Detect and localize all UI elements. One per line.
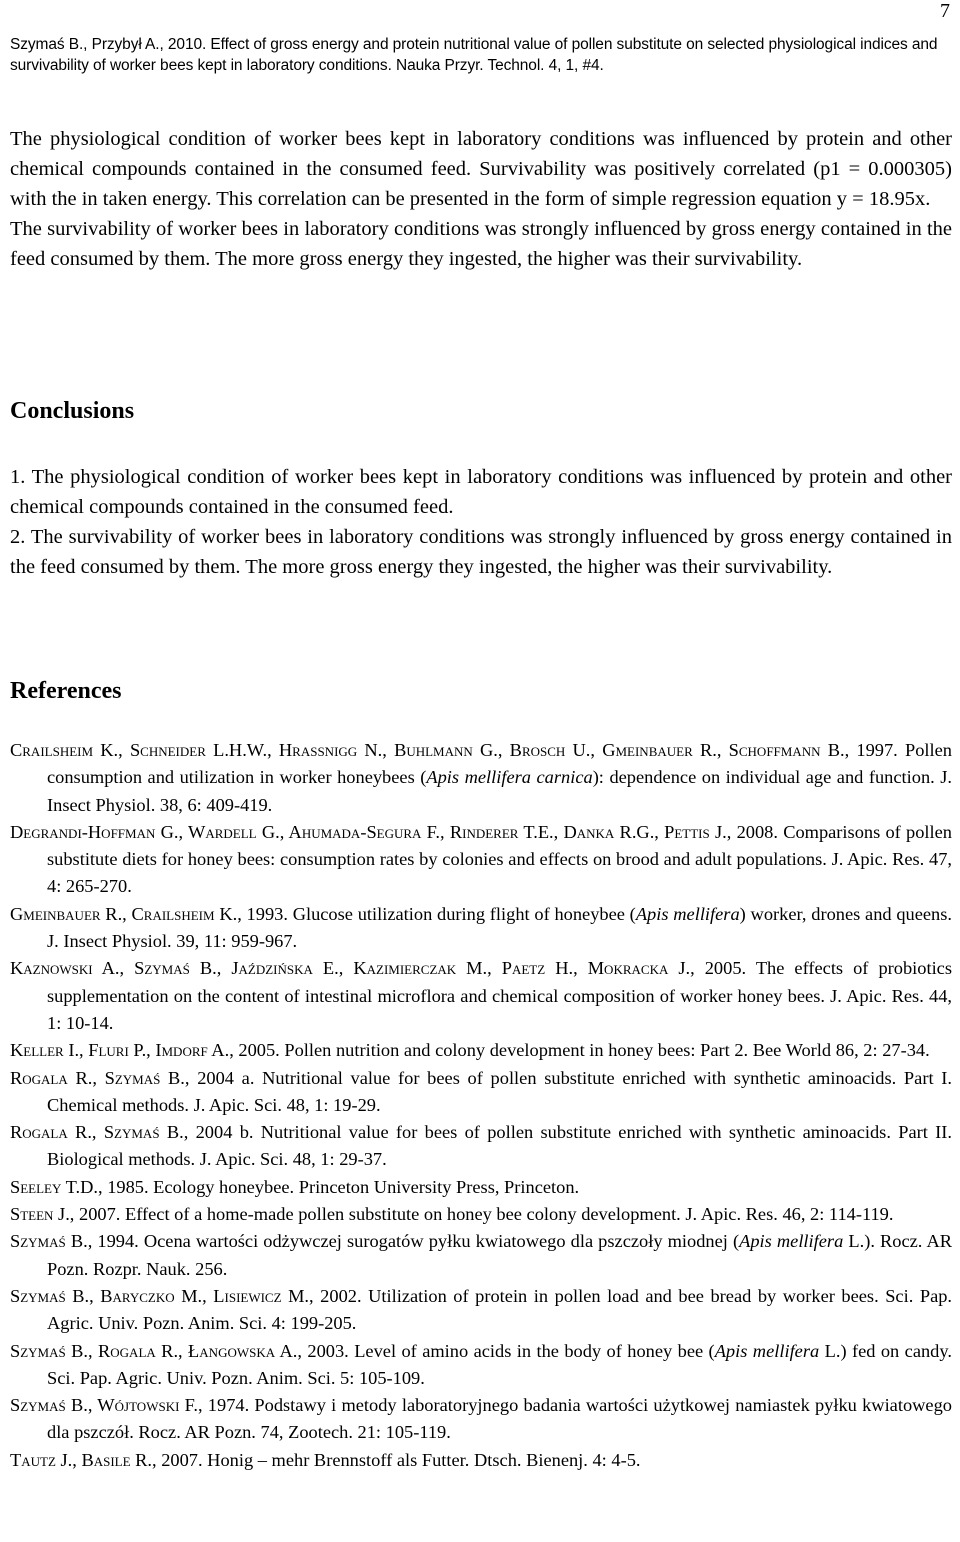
reference-authors: Szymaś B., Rogala R., Łangowska A. bbox=[10, 1340, 298, 1361]
conclusion-item: 2. The survivability of worker bees in laboratory conditions was strongly influenced by gross energy contained in the feed consumed by them. The more gross energy they ingested, the higher was their survivability. bbox=[10, 526, 952, 578]
reference-text-after: ): dependence on individual age and function. J. Insect Physiol. 38, 6: 409-419. bbox=[47, 767, 953, 815]
conclusion-item: 1. The physiological condition of worker bees kept in laboratory conditions was influenced by protein and other chemical compounds contained in the consumed feed. bbox=[10, 466, 952, 518]
reference-authors: Rogala R., Szymaś B. bbox=[10, 1067, 185, 1088]
reference-item bbox=[10, 819, 952, 901]
reference-italic-name: Apis mellifera bbox=[714, 1340, 820, 1361]
reference-authors: Tautz J., Basile R. bbox=[10, 1449, 152, 1470]
header-citation: Szymaś B., Przybył A., 2010. Effect of gross energy and protein nutritional value of pollen substitute on selected physiological indices and survivability of worker bees kept in laboratory conditions. Nauka Przyr. Technol. 4, 1, #4. bbox=[10, 36, 938, 74]
conclusions-section bbox=[10, 462, 952, 582]
reference-item bbox=[10, 1338, 952, 1393]
reference-year: , 1993. bbox=[237, 903, 293, 924]
reference-text: Nutritional value for bees of pollen substitute enriched with synthetic aminoacids. Part I. Chemical methods. J. Apic. Sci. 48, 1: 19-29. bbox=[47, 1067, 952, 1115]
reference-text: Level of amino acids in the body of honey bee ( bbox=[354, 1340, 715, 1361]
reference-item bbox=[10, 1447, 952, 1474]
intro-section bbox=[10, 124, 952, 274]
reference-authors: Degrandi-Hoffman G., Wardell G., Ahumada-Segura F., Rinderer T.E., Danka R.G., Pettis J. bbox=[10, 821, 727, 842]
reference-text: The effects of probiotics supplementation on the content of intestinal microflora and chemical composition of worker honey bees. J. Apic. Res. 44, 1: 10-14. bbox=[47, 958, 953, 1033]
reference-item bbox=[10, 1201, 952, 1228]
reference-item bbox=[10, 1037, 952, 1064]
reference-year: , 1974. bbox=[197, 1395, 255, 1416]
reference-item bbox=[10, 1228, 952, 1283]
reference-year: , 2004 b. bbox=[183, 1122, 261, 1143]
reference-italic-name: Apis mellifera bbox=[739, 1231, 844, 1252]
references-heading: References bbox=[10, 678, 122, 704]
reference-authors: Keller I., Fluri P., Imdorf A. bbox=[10, 1040, 230, 1061]
reference-year: , 2002. bbox=[309, 1285, 369, 1306]
reference-authors: Gmeinbauer R., Crailsheim K. bbox=[10, 903, 238, 924]
reference-authors: Kaznowski A., Szymaś B., Jaździńska E., Kazimierczak M., Paetz H., Mokracka J. bbox=[10, 958, 691, 979]
reference-item bbox=[10, 955, 952, 1037]
reference-authors: Szymaś B., Wójtowski F. bbox=[10, 1395, 198, 1416]
reference-text: Nutritional value for bees of pollen substitute enriched with synthetic aminoacids. Part II. Biological methods. J. Apic. Sci. 48, 1: 29-37. bbox=[47, 1122, 952, 1170]
reference-year: , 2007. bbox=[69, 1204, 125, 1225]
reference-text: Honig – mehr Brennstoff als Futter. Dtsch. Bienenj. 4: 4-5. bbox=[207, 1449, 641, 1470]
reference-authors: Seeley T.D. bbox=[10, 1176, 98, 1197]
reference-text: Utilization of protein in pollen load and bee bread by worker bees. Sci. Pap. Agric. Univ. Pozn. Anim. Sci. 4: 199-205. bbox=[47, 1285, 953, 1334]
reference-text: Comparisons of pollen substitute diets for honey bees: consumption rates by colonies and effects on brood and adult populations. J. Apic. Res. 47, 4: 265-270. bbox=[47, 821, 953, 897]
reference-year: , 2008. bbox=[726, 821, 784, 842]
reference-item bbox=[10, 1174, 952, 1201]
running-header bbox=[10, 34, 952, 76]
reference-year: , 2004 a. bbox=[184, 1067, 263, 1088]
reference-text: Podstawy i metody laboratoryjnego badania wartości użytkowej namiastek pyłku kwiatowego dla pszczół. Rocz. AR Pozn. 74, Zootech. 21: 105-119. bbox=[47, 1395, 952, 1443]
reference-item bbox=[10, 901, 952, 956]
reference-authors: Rogala R., Szymaś B. bbox=[10, 1122, 184, 1143]
reference-text: Pollen consumption and utilization in worker honeybees ( bbox=[47, 740, 952, 788]
reference-text: Glucose utilization during flight of honeybee ( bbox=[292, 903, 636, 924]
reference-italic-name: Apis mellifera carnica bbox=[426, 767, 593, 788]
reference-authors: Steen J. bbox=[10, 1204, 70, 1225]
reference-year: , 1985. bbox=[98, 1176, 154, 1197]
reference-authors: Szymaś B. bbox=[10, 1231, 88, 1252]
reference-text-after: L.) fed on candy. Sci. Pap. Agric. Univ. Pozn. Anim. Sci. 5: 105-109. bbox=[47, 1340, 952, 1388]
reference-year: , 2003. bbox=[297, 1340, 355, 1361]
references-list bbox=[10, 737, 952, 1474]
reference-item bbox=[10, 1065, 952, 1120]
reference-authors: Szymaś B., Baryczko M., Lisiewicz M. bbox=[10, 1285, 310, 1306]
reference-text-after: L.). Rocz. AR Pozn. Rozpr. Nauk. 256. bbox=[47, 1231, 953, 1279]
reference-year: , 2005. bbox=[229, 1040, 285, 1061]
reference-year: , 1997. bbox=[844, 740, 905, 760]
reference-text-after: ) worker, drones and queens. J. Insect Physiol. 39, 11: 959-967. bbox=[47, 903, 953, 952]
reference-item bbox=[10, 1283, 952, 1338]
reference-text: Ocena wartości odżywczej surogatów pyłku kwiatowego dla pszczoły miodnej ( bbox=[143, 1231, 740, 1252]
page-number: 7 bbox=[940, 0, 950, 22]
intro-paragraph-2: The survivability of worker bees in laboratory conditions was strongly influenced by gross energy contained in the feed consumed by them. The more gross energy they ingested, the higher was their survivability. bbox=[10, 218, 952, 270]
reference-text: Ecology honeybee. Princeton University Press, Princeton. bbox=[153, 1176, 580, 1197]
reference-year: , 1994. bbox=[87, 1231, 144, 1252]
intro-paragraph-1: The physiological condition of worker bees kept in laboratory conditions was influenced by protein and other chemical compounds contained in the consumed feed. Survivability was positively correlated (p1 = 0.000305) with the in taken energy. This correlation can be presented in the form of simple regression equation y = 18.95x. bbox=[10, 128, 952, 210]
reference-text: Effect of a home-made pollen substitute on honey bee colony development. J. Apic. Res. 46, 2: 114-119. bbox=[124, 1204, 894, 1225]
reference-item bbox=[10, 1119, 952, 1174]
reference-item bbox=[10, 1392, 952, 1447]
reference-year: , 2005. bbox=[690, 958, 756, 979]
reference-authors: Crailsheim K., Schneider L.H.W., Hrassnigg N., Buhlmann G., Brosch U., Gmeinbauer R., Schoffmann B. bbox=[10, 740, 845, 760]
conclusions-heading: Conclusions bbox=[10, 398, 135, 424]
reference-item bbox=[10, 737, 952, 819]
reference-text: Pollen nutrition and colony development in honey bees: Part 2. Bee World 86, 2: 27-34. bbox=[284, 1040, 930, 1061]
reference-year: , 2007. bbox=[152, 1449, 208, 1470]
reference-italic-name: Apis mellifera bbox=[635, 903, 740, 924]
